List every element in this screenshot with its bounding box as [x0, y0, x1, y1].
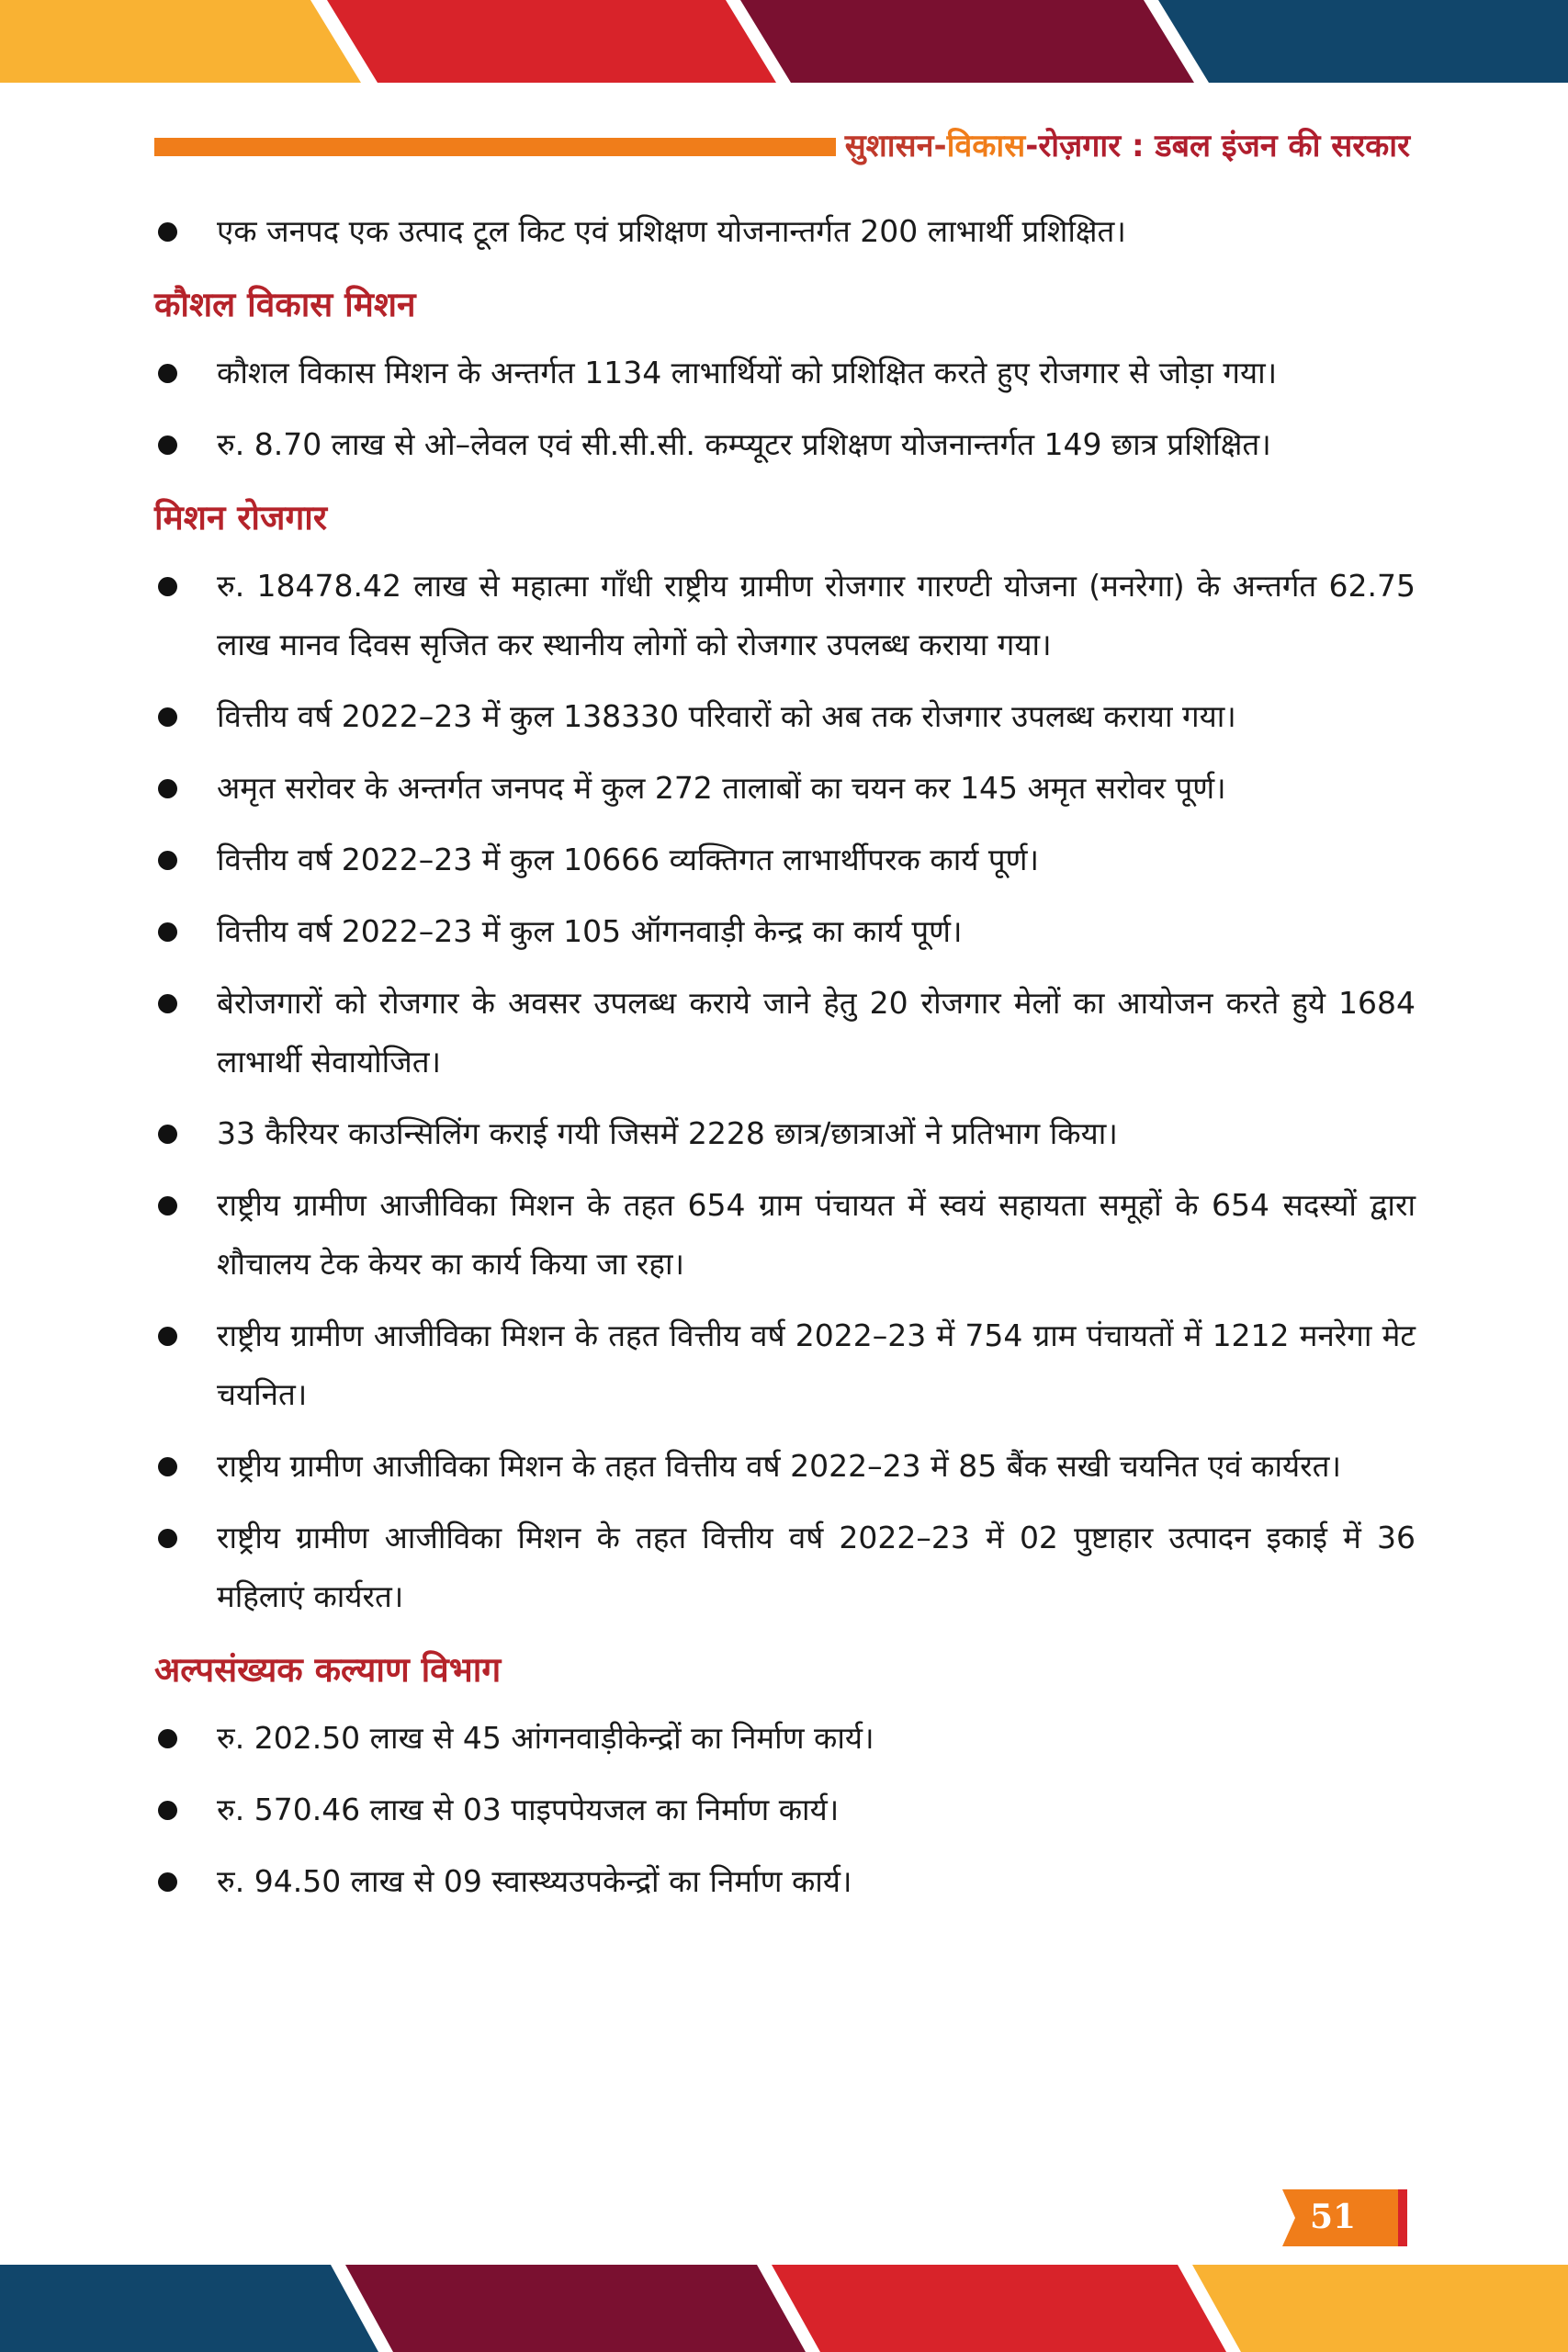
- list-item: [154, 557, 1416, 674]
- bullet-icon: [158, 364, 177, 383]
- page-number: 51: [1309, 2198, 1357, 2236]
- list-item: [154, 1781, 1416, 1839]
- list-item: [154, 902, 1416, 961]
- bullet-icon: [158, 1872, 177, 1892]
- list-item-text: रु. 94.50 लाख से 09 स्वास्थ्यउपकेन्द्रों का निर्माण कार्य।: [217, 1863, 852, 1899]
- bullet-icon: [158, 435, 177, 455]
- list-item: [154, 1176, 1416, 1294]
- bullet-icon: [158, 1196, 177, 1216]
- list-item-text: राष्ट्रीय ग्रामीण आजीविका मिशन के तहत वित्तीय वर्ष 2022–23 में 02 पुष्टाहार उत्पादन इकाई में 36 महिलाएं कार्यरत।: [217, 1520, 1416, 1614]
- list-item: [154, 831, 1416, 889]
- header-title-part-3: -रोज़गार: [1025, 128, 1122, 164]
- list-item: [154, 1852, 1416, 1911]
- list-item: [154, 1104, 1416, 1163]
- list-item: [154, 974, 1416, 1091]
- bullet-icon: [158, 1457, 177, 1476]
- list-item: [154, 1509, 1416, 1626]
- list-item-text: राष्ट्रीय ग्रामीण आजीविका मिशन के तहत 654 ग्राम पंचायत में स्वयं सहायता समूहों के 654 सदस्यों द्वारा शौचालय टेक केयर का कार्य किया जा रहा।: [217, 1187, 1416, 1282]
- section-heading-minority-welfare: अल्पसंख्यक कल्याण विभाग: [154, 1650, 502, 1690]
- bullet-icon: [158, 994, 177, 1013]
- bullet-icon: [158, 922, 177, 942]
- list-item: [154, 344, 1416, 402]
- list-item-text: रु. 18478.42 लाख से महात्मा गाँधी राष्ट्रीय ग्रामीण रोजगार गारण्टी योजना (मनरेगा) के अन्तर्गत 62.75 लाख मानव दिवस सृजित कर स्थानीय लोगों को रोजगार उपलब्ध कराया गया।: [217, 568, 1416, 662]
- list-item: [154, 687, 1416, 746]
- list-item: [154, 415, 1416, 474]
- list-item: [154, 202, 1416, 261]
- bullet-icon: [158, 1529, 177, 1548]
- bullet-icon: [158, 1801, 177, 1820]
- bullet-icon: [158, 222, 177, 242]
- bullet-icon: [158, 1327, 177, 1346]
- list-item-text: कौशल विकास मिशन के अन्तर्गत 1134 लाभार्थियों को प्रशिक्षित करते हुए रोजगार से जोड़ा गया।: [217, 355, 1278, 390]
- section-list-mission-employment: [154, 557, 1416, 1626]
- bullet-icon: [158, 1125, 177, 1144]
- list-item-text: 33 कैरियर काउन्सिलिंग कराई गयी जिसमें 2228 छात्र/छात्राओं ने प्रतिभाग किया।: [217, 1115, 1118, 1151]
- header-title: [845, 123, 1410, 165]
- list-item: [154, 1306, 1416, 1424]
- list-item-text: राष्ट्रीय ग्रामीण आजीविका मिशन के तहत वित्तीय वर्ष 2022–23 में 754 ग्राम पंचायतों में 1212 मनरेगा मेट चयनित।: [217, 1317, 1416, 1412]
- list-item-text: रु. 202.50 लाख से 45 आंगनवाड़ीकेन्द्रों का निर्माण कार्य।: [217, 1720, 874, 1756]
- list-item-text: अमृत सरोवर के अन्तर्गत जनपद में कुल 272 तालाबों का चयन कर 145 अमृत सरोवर पूर्ण।: [217, 770, 1226, 806]
- list-item-text: वित्तीय वर्ष 2022–23 में कुल 138330 परिवारों को अब तक रोजगार उपलब्ध कराया गया।: [217, 698, 1236, 734]
- bullet-icon: [158, 779, 177, 798]
- section-list-minority-welfare: [154, 1709, 1416, 1911]
- section-heading-mission-employment: मिशन रोजगार: [154, 498, 328, 537]
- top-decorative-band: [0, 0, 1568, 83]
- page-content: [154, 202, 1416, 1924]
- header-title-part-2: विकास: [946, 128, 1026, 164]
- bullet-icon: [158, 1729, 177, 1748]
- header-title-part-1: सुशासन-: [844, 128, 947, 164]
- bullet-icon: [158, 707, 177, 727]
- bullet-icon: [158, 851, 177, 870]
- section-heading-skill-development: कौशल विकास मिशन: [154, 285, 416, 324]
- intro-list: [154, 202, 1416, 261]
- list-item-text: वित्तीय वर्ष 2022–23 में कुल 105 ऑगनवाड़ी केन्द्र का कार्य पूर्ण।: [217, 913, 963, 949]
- list-item: [154, 1709, 1416, 1768]
- header-rule: [154, 138, 836, 156]
- list-item-text: रु. 570.46 लाख से 03 पाइपपेयजल का निर्माण कार्य।: [217, 1792, 840, 1827]
- header-title-part-4: : डबल इंजन की सरकार: [1121, 128, 1410, 164]
- list-item-text: राष्ट्रीय ग्रामीण आजीविका मिशन के तहत वित्तीय वर्ष 2022–23 में 85 बैंक सखी चयनित एवं कार्यरत।: [217, 1448, 1341, 1484]
- list-item-text: रु. 8.70 लाख से ओ–लेवल एवं सी.सी.सी. कम्प्यूटर प्रशिक्षण योजनान्तर्गत 149 छात्र प्रशिक्षित।: [217, 426, 1271, 462]
- list-item: [154, 759, 1416, 818]
- list-item-text: एक जनपद एक उत्पाद टूल किट एवं प्रशिक्षण योजनान्तर्गत 200 लाभार्थी प्रशिक्षित।: [217, 213, 1126, 249]
- list-item: [154, 1437, 1416, 1496]
- section-list-skill-development: [154, 344, 1416, 474]
- list-item-text: बेरोजगारों को रोजगार के अवसर उपलब्ध कराये जाने हेतु 20 रोजगार मेलों का आयोजन करते हुये 1684 लाभार्थी सेवायोजित।: [217, 985, 1416, 1080]
- bullet-icon: [158, 577, 177, 596]
- list-item-text: वित्तीय वर्ष 2022–23 में कुल 10666 व्यक्तिगत लाभार्थीपरक कार्य पूर्ण।: [217, 842, 1040, 877]
- bottom-decorative-band: [0, 2265, 1568, 2352]
